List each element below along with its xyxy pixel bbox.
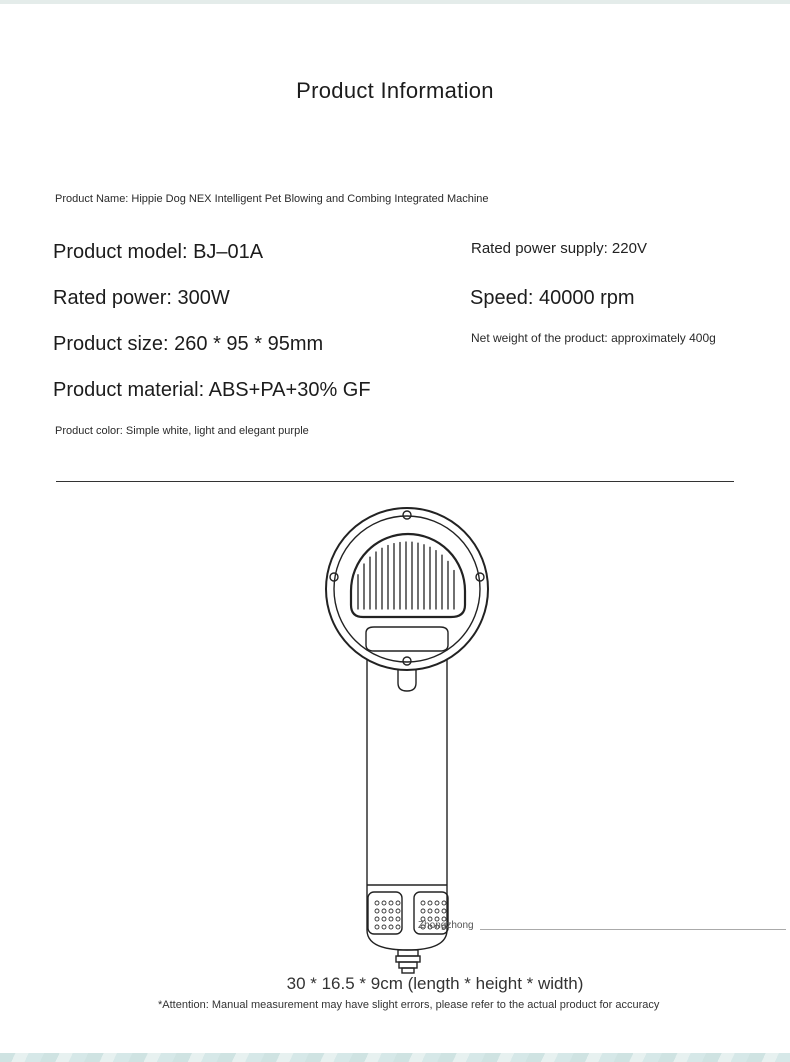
spec-power: Rated power: 300W	[53, 287, 230, 309]
watermark-text: Zhongzhong	[418, 920, 474, 931]
spec-speed: Speed: 40000 rpm	[470, 287, 635, 309]
dimensions-caption: 30 * 16.5 * 9cm (length * height * width)	[286, 974, 584, 993]
spec-power-supply: Rated power supply: 220V	[471, 240, 647, 257]
attention-note: *Attention: Manual measurement may have slight errors, please refer to the actual product for accuracy	[158, 999, 660, 1011]
page-title: Product Information	[296, 78, 494, 103]
spec-size: Product size: 260 * 95 * 95mm	[53, 333, 324, 355]
spec-model: Product model: BJ–01A	[53, 241, 264, 263]
bottom-border-strip	[0, 1053, 790, 1062]
product-name: Product Name: Hippie Dog NEX Intelligent Pet Blowing and Combing Integrated Machine	[55, 193, 489, 205]
spec-material: Product material: ABS+PA+30% GF	[53, 379, 371, 401]
top-border-strip	[0, 0, 790, 4]
section-divider	[56, 481, 734, 482]
watermark-line	[480, 929, 786, 930]
pet-dryer-line-drawing	[318, 505, 502, 977]
spec-net-weight: Net weight of the product: approximately 400g	[471, 331, 716, 345]
spec-color: Product color: Simple white, light and elegant purple	[55, 425, 309, 437]
